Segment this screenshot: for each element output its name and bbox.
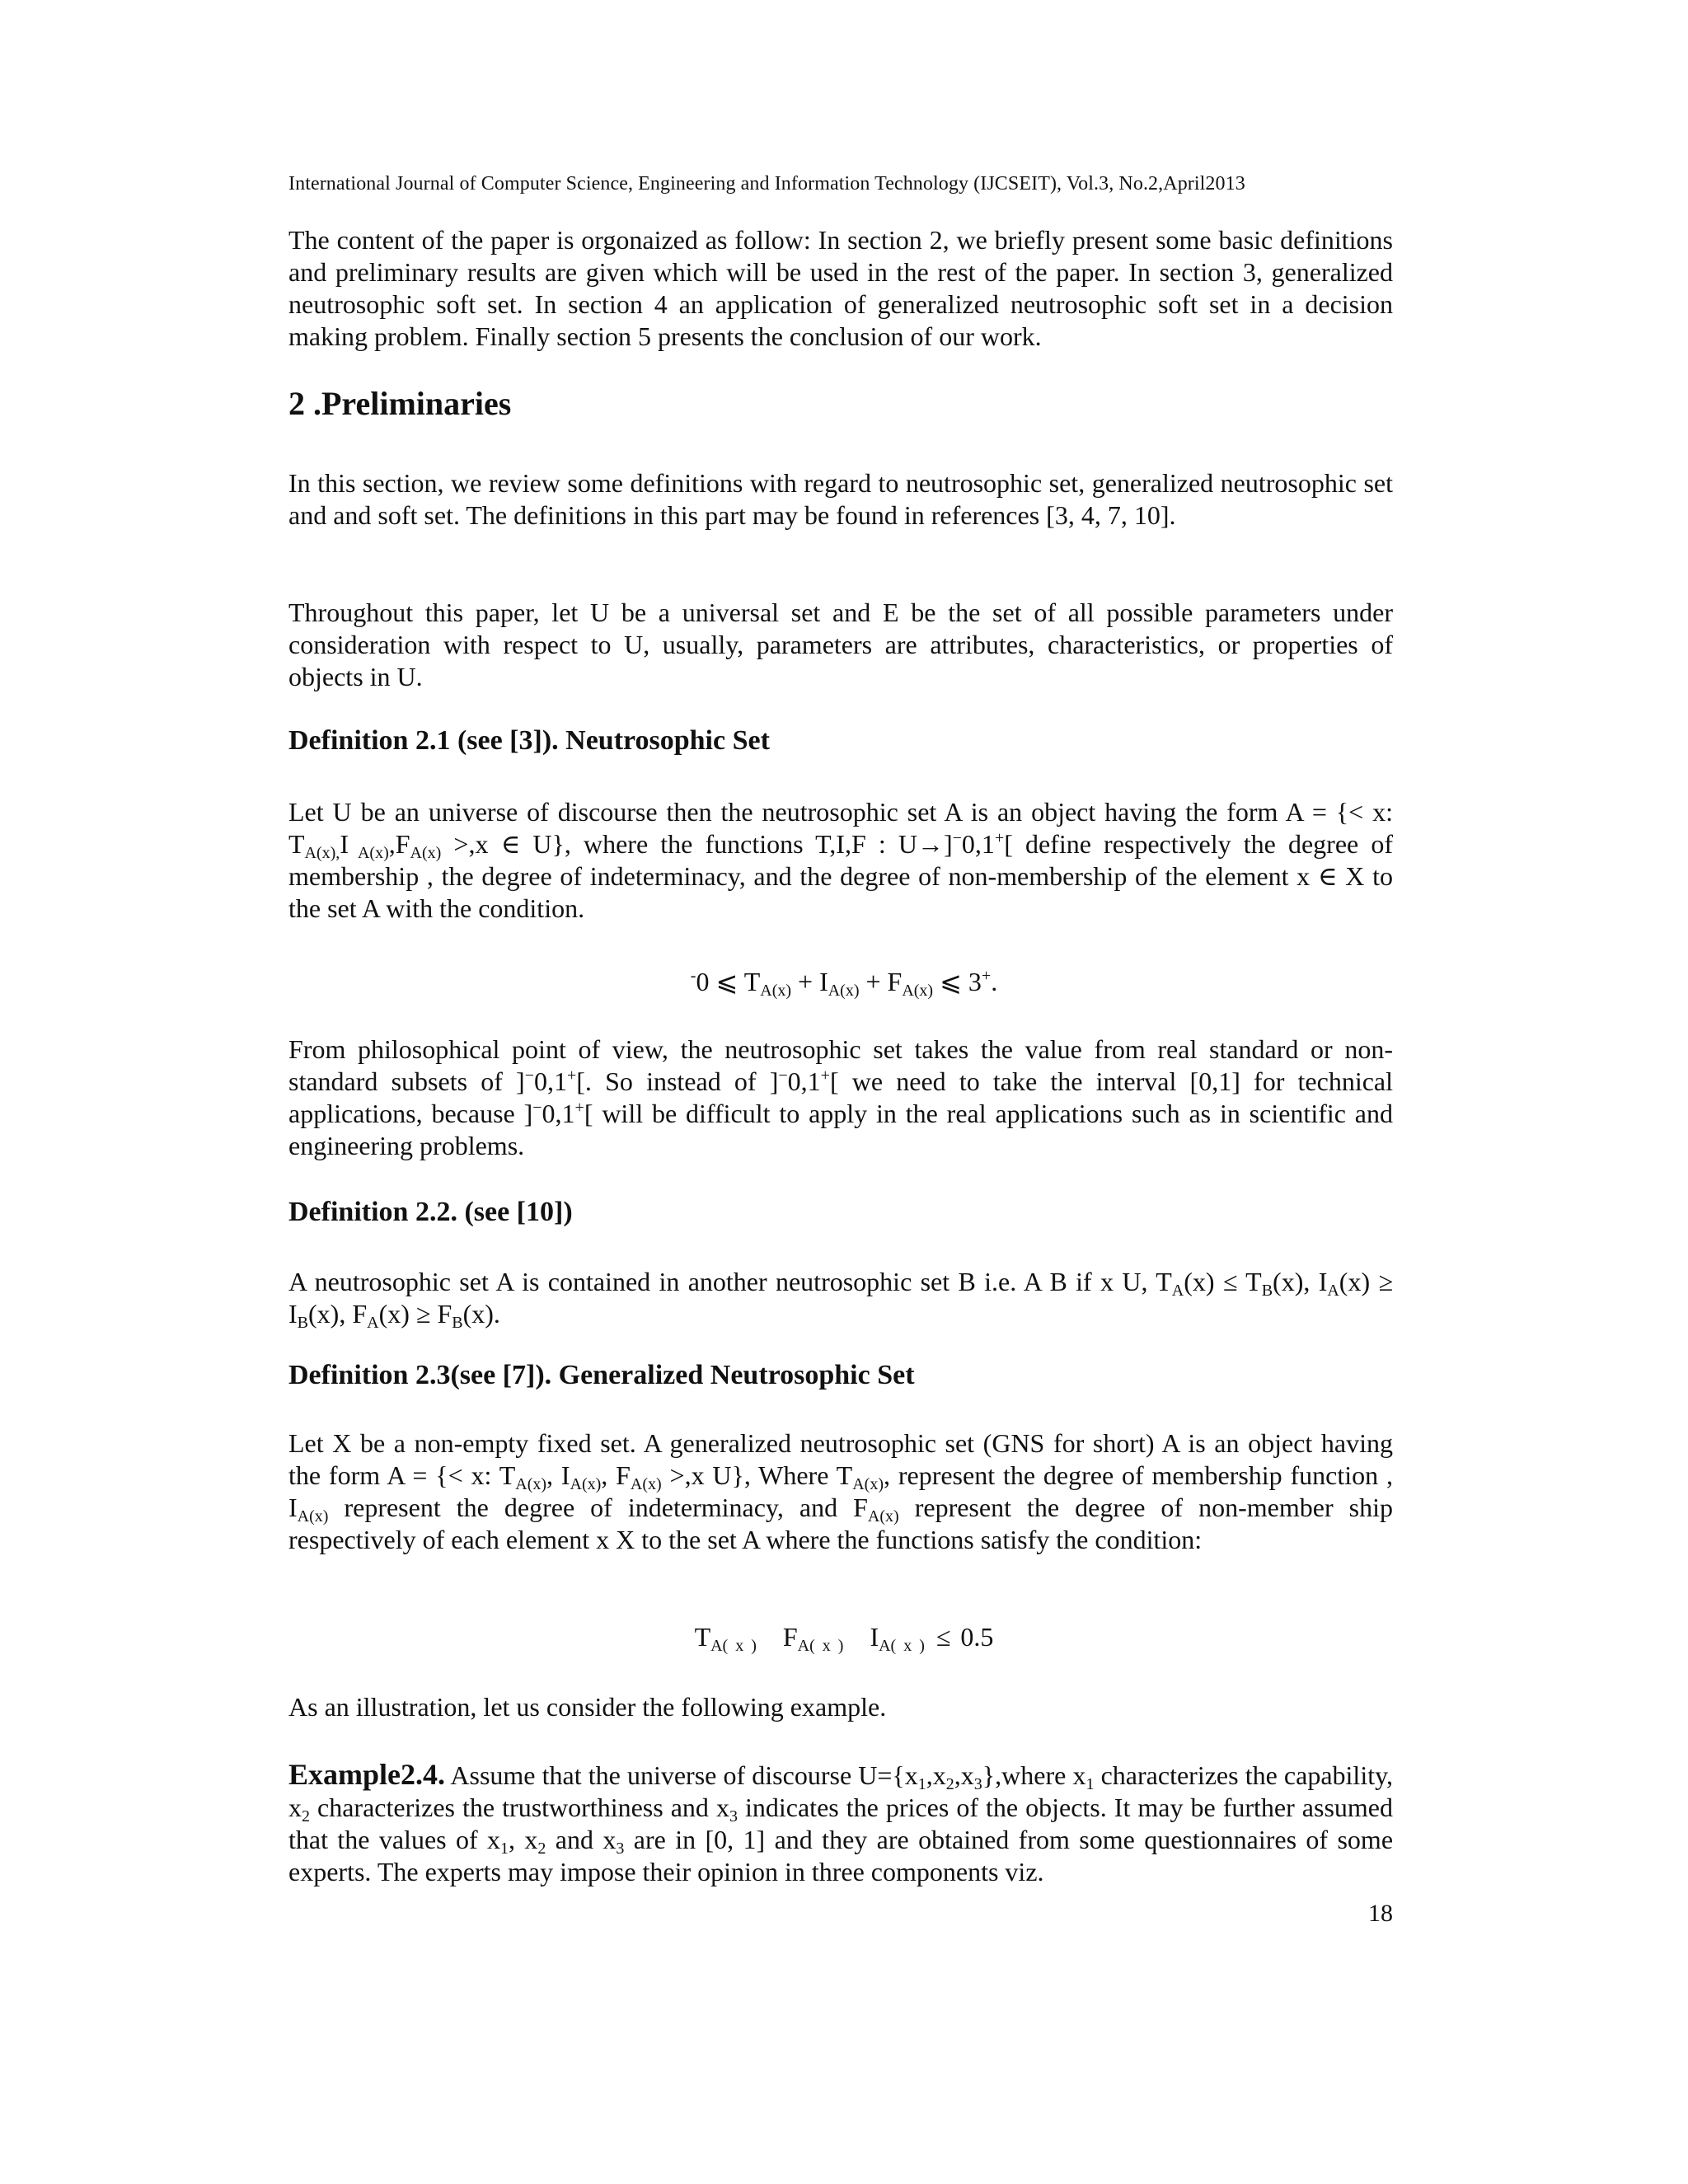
illustration-sentence: As an illustration, let us consider the following example. xyxy=(288,1692,887,1722)
universe-paragraph: Throughout this paper, let U be a universal set and E be the set of all possible parameters under consideration with respect to U, usually, parameters are attributes, characteristics, or properties of objects in U. xyxy=(288,598,1393,691)
section-intro-paragraph: In this section, we review some definitions with regard to neutrosophic set, generalized neutrosophic set and and soft set. The definitions in this part may be found in references [3, 4, 7, 10]. xyxy=(288,468,1393,530)
journal-header: International Journal of Computer Science, Engineering and Information Technology (IJCSEIT), Vol.3, No.2,April2013 xyxy=(288,173,1245,194)
arrow-icon: → xyxy=(917,829,944,859)
section-title: 2 .Preliminaries xyxy=(288,385,512,422)
philosophical-paragraph: From philosophical point of view, the neutrosophic set takes the value from real standard or non-standard subsets of ]−0,1+[. So instead of ]−0,1+[ we need to take the interval [0,1] for technical applications, because ]−0,1+[ will be difficult to apply in the real applications such as in scientific and engineering problems. xyxy=(288,1034,1394,1160)
definition-2-2-title: Definition 2.2. (see [10]) xyxy=(288,1197,573,1227)
example-2-4-label: Example2.4. xyxy=(288,1758,446,1791)
gns-condition-equation: $T_{A( x )}$ $F_{A( x )}$ $I_{A( x )} \le 0.5$ xyxy=(694,1622,994,1655)
definition-2-1-text: Let U be an universe of discourse then the neutrosophic set A is an object having the form A = {< x: $T_{A(x),}I$ $_{A(x)},F_{A(x)} >,x$ ∈ U}, where the functions T,I,F : U→]−0,1+[ define respectively the degree of membership , the degree of indeterminacy, and the degree of non-membership of the element x ∈ X to the set A with the condition. xyxy=(288,797,1394,923)
intro-paragraph: The content of the paper is orgonaized as follow: In section 2, we briefly present some basic definitions and preliminary results are given which will be used in the rest of the paper. In section 3, generalized neutrosophic soft set. In section 4 an application of generalized neutrosophic soft set in a decision making problem. Finally section 5 presents the conclusion of our work. xyxy=(288,225,1393,351)
page-number: 18 xyxy=(1368,1900,1393,1927)
neutrosophic-condition-equation: -0 ⩽ $T_{A(x)} + I_{A(x)} + F_{A(x)}$ ⩽ 3+. xyxy=(690,967,998,1000)
definition-2-1-title: Definition 2.1 (see [3]). Neutrosophic Set xyxy=(288,725,770,756)
definition-2-3-text: Let X be a non-empty fixed set. A generalized neutrosophic set (GNS for short) A is an object having the form A = {< x: $T_{A(x)}$, $I_{A(x)}$, $F_{A(x)} >,x$ U}, Where $T_{A(x)}$, represent the degree of membership function , $I_{A(x)}$ represent the degree of indeterminacy, and $F_{A(x)}$ represent the degree of non-member ship respectively of each element x X to the set A where the functions satisfy the condition: xyxy=(288,1428,1394,1554)
example-2-4-text: Example2.4. Assume that the universe of discourse $U=\{x_1,x_2,x_3\},where$ $x_1$ characterizes the capability, $x_2$ characterizes the trustworthiness and $x_3$ indicates the prices of the objects. It may be further assumed that the values of $x_1$, $x_2$ and $x_3$ are in [0, 1] and they are obtained from some questionnaires of some experts. The experts may impose their opinion in three components viz. xyxy=(288,1758,1394,1886)
definition-2-3-title: Definition 2.3(see [7]). Generalized Neutrosophic Set xyxy=(288,1360,915,1390)
definition-2-2-text: A neutrosophic set A is contained in another neutrosophic set B i.e. A B if x U, $T_A(x) \le T_B(x)$, $I_A(x) \ge I_B(x)$, $F_A(x) \ge F_B(x)$. xyxy=(288,1267,1393,1332)
